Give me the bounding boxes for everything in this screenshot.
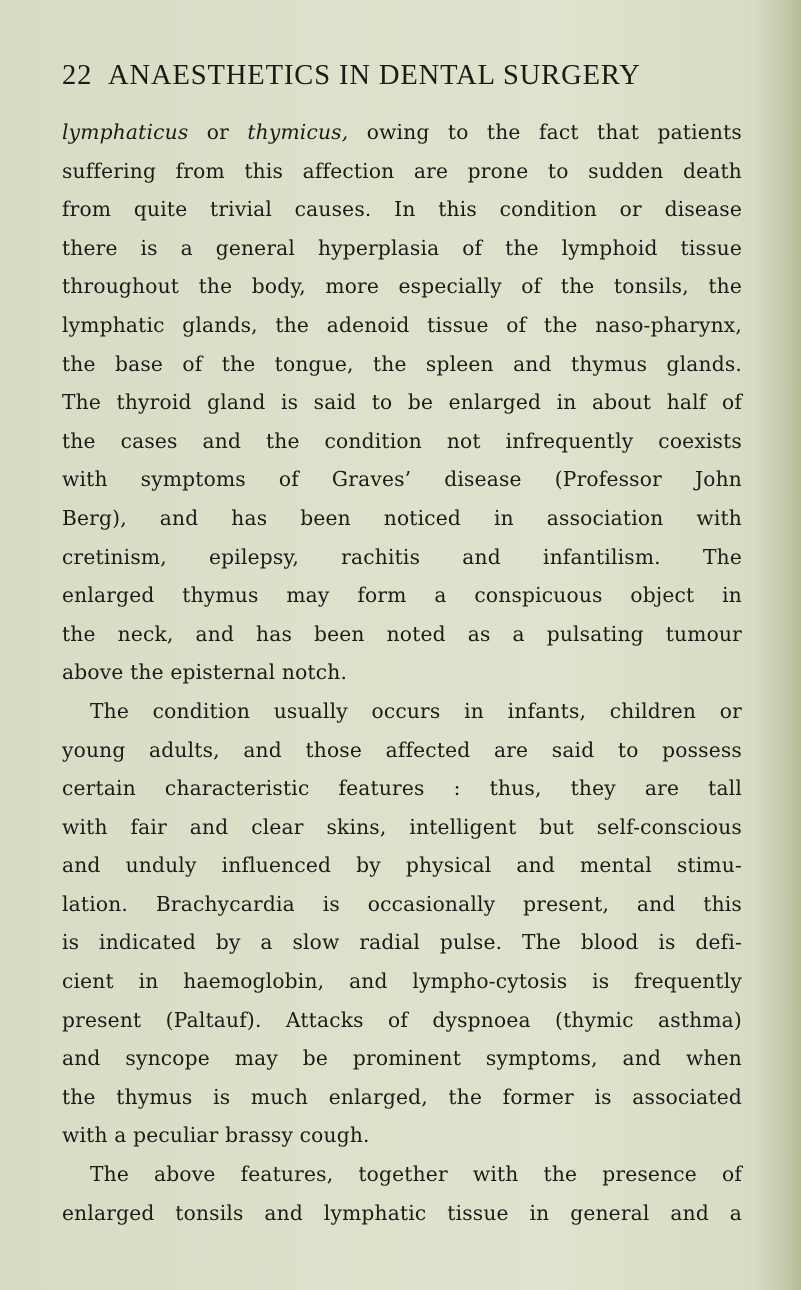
text-line: The condition usually occurs in infants, children or [90, 698, 742, 723]
text-line: the thymus is much enlarged, the former is associated [62, 1084, 742, 1109]
text-line: present (Paltauf). Attacks of dyspnoea (thymic asthma) [62, 1007, 742, 1032]
text-line: above the episternal notch. [62, 660, 348, 685]
text-line: cient in haemoglobin, and lympho-cytosis is frequently [62, 969, 742, 994]
text-line: lation. Brachycardia is occasionally present, and this [62, 891, 742, 916]
text-fragment: owing to the fact that patients [348, 120, 742, 144]
page-number: 22 [62, 60, 93, 91]
italic-term: lymphaticus [62, 120, 189, 144]
text-line: the base of the tongue, the spleen and thymus glands. [62, 351, 742, 376]
text-line: throughout the body, more especially of the tonsils, the [62, 274, 742, 299]
text-line: enlarged thymus may form a conspicuous object in [62, 583, 742, 608]
text-line: with a peculiar brassy cough. [62, 1123, 370, 1148]
text-line: cretinism, epilepsy, rachitis and infantilism. The [62, 544, 742, 569]
text-line: young adults, and those affected are said to possess [62, 737, 742, 762]
text-fragment: or [188, 120, 248, 144]
running-header [62, 60, 742, 100]
text-line [62, 113, 742, 152]
text-line: The above features, together with the presence of [90, 1162, 742, 1187]
text-line: from quite trivial causes. In this condition or disease [62, 197, 742, 222]
text-line: the neck, and has been noted as a pulsating tumour [62, 621, 742, 646]
text-line: enlarged tonsils and lymphatic tissue in general and a [62, 1200, 742, 1225]
text-line: is indicated by a slow radial pulse. The blood is defi- [62, 930, 742, 955]
text-line: and unduly influenced by physical and mental stimu- [62, 853, 742, 878]
page-edge-shadow [787, 0, 801, 1290]
text-line: certain characteristic features : thus, they are tall [62, 776, 742, 801]
running-title: ANAESTHETICS IN DENTAL SURGERY [108, 60, 641, 91]
text-line: lymphatic glands, the adenoid tissue of the naso-pharynx, [62, 312, 742, 337]
body-text [62, 113, 742, 1232]
text-line: Berg), and has been noticed in association with [62, 505, 742, 530]
text-line: suffering from this affection are prone to sudden death [62, 158, 742, 183]
italic-term: thymicus, [247, 120, 349, 144]
text-line: the cases and the condition not infrequently coexists [62, 428, 742, 453]
text-line: there is a general hyperplasia of the lymphoid tissue [62, 235, 742, 260]
text-line: with fair and clear skins, intelligent but self-conscious [62, 814, 742, 839]
text-line: The thyroid gland is said to be enlarged in about half of [62, 390, 742, 415]
text-line: and syncope may be prominent symptoms, and when [62, 1046, 742, 1071]
text-line: with symptoms of Graves’ disease (Professor John [62, 467, 742, 492]
